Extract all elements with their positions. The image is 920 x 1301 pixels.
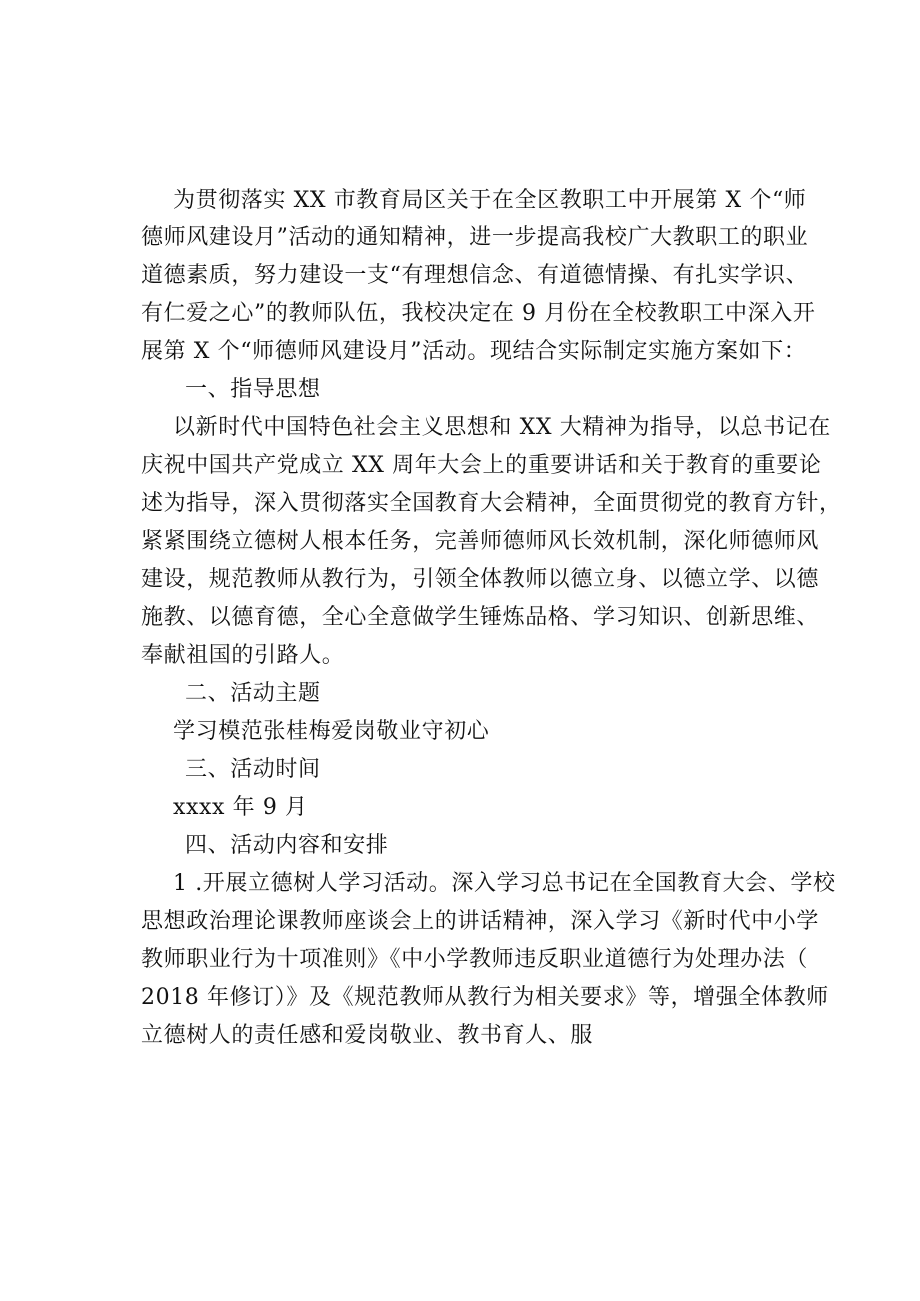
section4-line-2: 思想政治理论课教师座谈会上的讲话精神，深入学习《新时代中小学 bbox=[141, 909, 820, 934]
section4-line-1: 1 .开展立德树人学习活动。深入学习总书记在全国教育大会、学校 bbox=[173, 871, 836, 896]
section-heading-time: 三、活动时间 bbox=[185, 757, 321, 782]
section-heading-content: 四、活动内容和安排 bbox=[185, 833, 389, 858]
section4-line-4: 2018 年修订）》及《规范教师从教行为相关要求》等，增强全体教师 bbox=[141, 985, 829, 1010]
intro-line-2: 德师风建设月”活动的通知精神，进一步提高我校广大教职工的职业 bbox=[141, 225, 809, 250]
section4-line-3: 教师职业行为十项准则》《中小学教师违反职业道德行为处理办法（ bbox=[141, 947, 809, 972]
section1-line-7: 奉献祖国的引路人。 bbox=[141, 643, 345, 668]
intro-line-5: 展第 X 个“师德师风建设月”活动。现结合实际制定实施方案如下： bbox=[141, 339, 807, 364]
intro-line-4: 有仁爱之心”的教师队伍，我校决定在 9 月份在全校教职工中深入开 bbox=[141, 301, 816, 326]
section1-line-1: 以新时代中国特色社会主义思想和 XX 大精神为指导，以总书记在 bbox=[173, 415, 831, 440]
section-heading-theme: 二、活动主题 bbox=[185, 681, 321, 706]
section1-line-6: 施教、以德育德，全心全意做学生锤炼品格、学习知识、创新思维、 bbox=[141, 605, 820, 630]
section1-line-5: 建设，规范教师从教行为，引领全体教师以德立身、以德立学、以德 bbox=[141, 567, 820, 592]
section3-body: xxxx 年 9 月 bbox=[173, 795, 308, 820]
section2-body: 学习模范张桂梅爱岗敬业守初心 bbox=[173, 719, 490, 744]
section1-line-3: 述为指导，深入贯彻落实全国教育大会精神，全面贯彻党的教育方针， bbox=[141, 491, 842, 516]
section-heading-guiding-thought: 一、指导思想 bbox=[185, 377, 321, 402]
section1-line-4: 紧紧围绕立德树人根本任务，完善师德师风长效机制，深化师德师风 bbox=[141, 529, 820, 554]
section1-line-2: 庆祝中国共产党成立 XX 周年大会上的重要讲话和关于教育的重要论 bbox=[141, 453, 822, 478]
intro-line-1: 为贯彻落实 XX 市教育局区关于在全区教职工中开展第 X 个“师 bbox=[173, 188, 807, 213]
section4-line-5: 立德树人的责任感和爱岗敬业、教书育人、服 bbox=[141, 1023, 594, 1048]
intro-line-3: 道德素质，努力建设一支“有理想信念、有道德情操、有扎实学识、 bbox=[141, 263, 809, 288]
